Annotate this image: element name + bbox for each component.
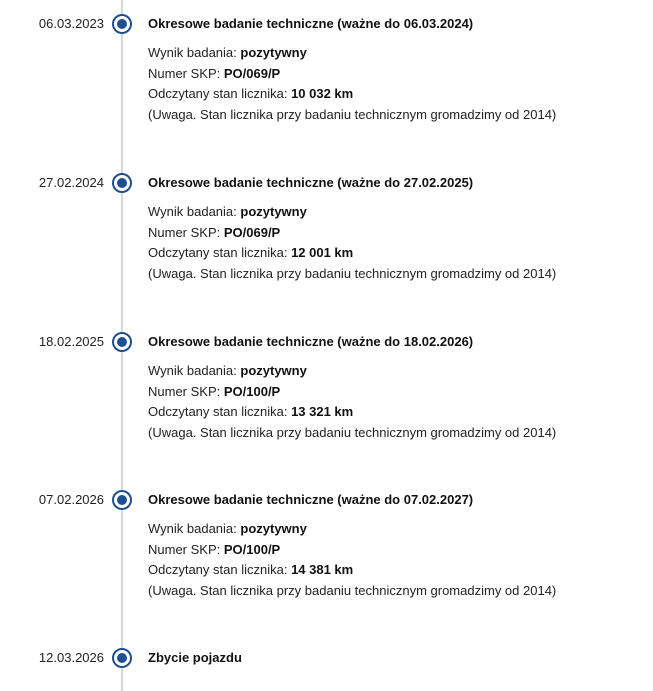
skp-label: Numer SKP:: [148, 224, 224, 240]
event-date: 06.03.2023: [38, 16, 104, 31]
event-title: Okresowe badanie techniczne (ważne do 06.03.2024): [148, 16, 474, 31]
event-date: 18.02.2025: [38, 334, 104, 349]
event-date: 12.03.2026: [38, 650, 104, 665]
event-title: Zbycie pojazdu: [148, 650, 242, 665]
odometer-label: Odczytany stan licznika:: [148, 86, 292, 102]
result-row: [148, 361, 556, 382]
odometer-row: [148, 402, 556, 423]
result-value: pozytywny: [240, 363, 307, 378]
result-row: [148, 519, 556, 540]
odometer-note: (Uwaga. Stan licznika przy badaniu technicznym gromadzimy od 2014): [148, 583, 557, 599]
skp-value: PO/100/P: [223, 541, 281, 557]
skp-value: PO/069/P: [223, 65, 281, 81]
odometer-label: Odczytany stan licznika:: [148, 245, 292, 261]
odometer-value: 14 381 km: [291, 562, 354, 578]
result-label: Wynik badania:: [148, 363, 241, 378]
odometer-row: [148, 84, 556, 105]
skp-value: PO/069/P: [223, 224, 281, 240]
result-label: Wynik badania:: [148, 204, 241, 219]
skp-value: PO/100/P: [223, 383, 281, 399]
event-date: 07.02.2026: [38, 492, 104, 507]
timeline-dot-icon: [112, 14, 132, 34]
result-row: [148, 202, 556, 223]
result-row: [148, 43, 556, 64]
skp-label: Numer SKP:: [148, 383, 224, 399]
odometer-row: [148, 560, 556, 581]
odometer-note: (Uwaga. Stan licznika przy badaniu technicznym gromadzimy od 2014): [148, 107, 557, 123]
event-title: Okresowe badanie techniczne (ważne do 18.02.2026): [148, 334, 474, 349]
timeline-dot-icon: [112, 332, 132, 352]
timeline-dot-icon: [112, 490, 132, 510]
event-title: Okresowe badanie techniczne (ważne do 07.02.2027): [148, 492, 474, 507]
result-value: pozytywny: [240, 45, 307, 60]
odometer-value: 13 321 km: [291, 404, 354, 420]
odometer-note: (Uwaga. Stan licznika przy badaniu technicznym gromadzimy od 2014): [148, 425, 557, 441]
timeline-dot-icon: [112, 173, 132, 193]
event-details: [148, 361, 556, 444]
result-value: pozytywny: [240, 204, 307, 219]
skp-row: [148, 223, 556, 244]
event-date: 27.02.2024: [38, 175, 104, 190]
skp-row: [148, 540, 556, 561]
odometer-label: Odczytany stan licznika:: [148, 404, 292, 420]
event-title: Okresowe badanie techniczne (ważne do 27.02.2025): [148, 175, 474, 190]
result-label: Wynik badania:: [148, 45, 241, 60]
odometer-label: Odczytany stan licznika:: [148, 562, 292, 578]
odometer-row: [148, 243, 556, 264]
timeline-dot-icon: [112, 648, 132, 668]
event-details: [148, 202, 556, 285]
result-label: Wynik badania:: [148, 521, 241, 536]
skp-row: [148, 64, 556, 85]
skp-row: [148, 382, 556, 403]
odometer-note: (Uwaga. Stan licznika przy badaniu technicznym gromadzimy od 2014): [148, 266, 557, 282]
odometer-value: 12 001 km: [291, 245, 354, 261]
odometer-value: 10 032 km: [291, 86, 354, 102]
skp-label: Numer SKP:: [148, 541, 224, 557]
skp-label: Numer SKP:: [148, 65, 224, 81]
event-details: [148, 43, 556, 126]
result-value: pozytywny: [240, 521, 307, 536]
event-details: [148, 519, 556, 602]
